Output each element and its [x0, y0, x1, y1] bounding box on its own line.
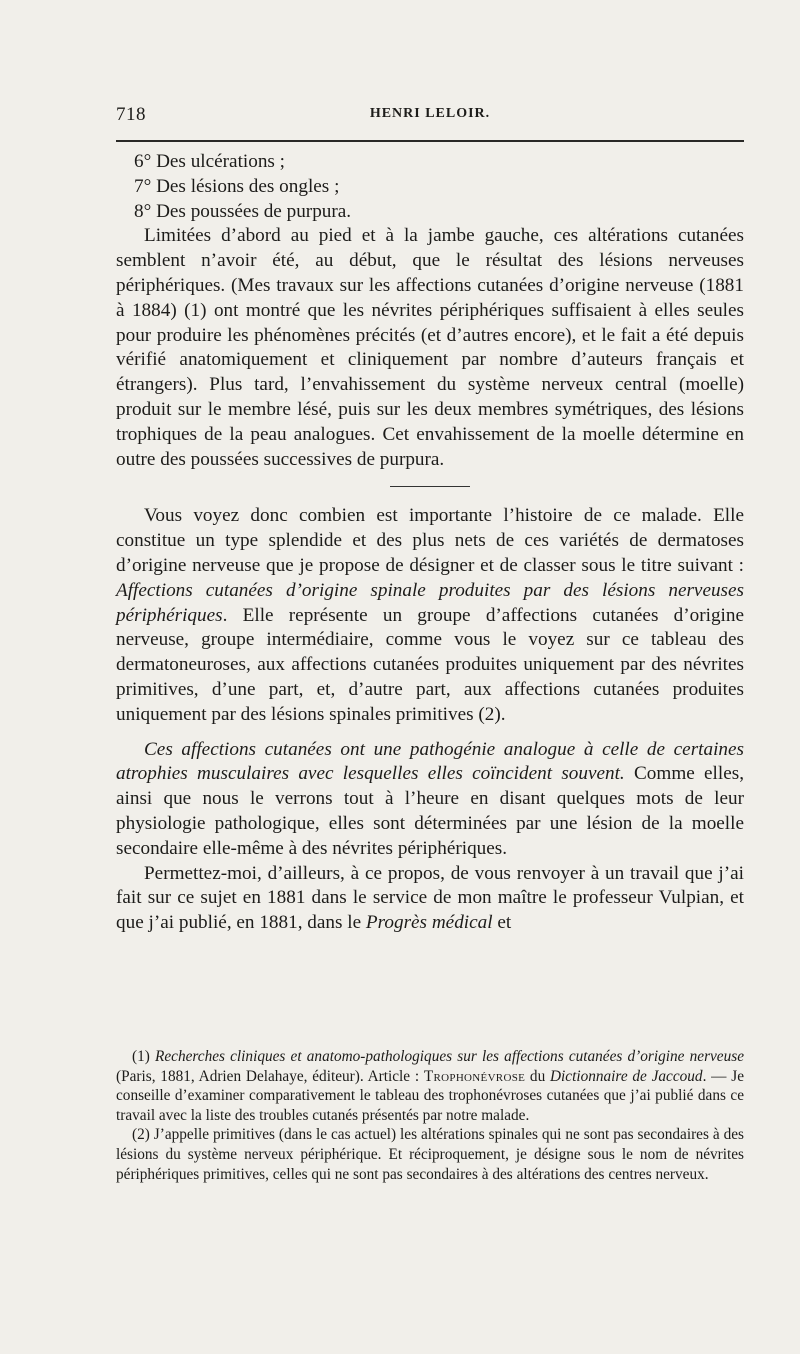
- paragraph-2-text-end: . Elle représente un groupe d’affections cutanées d’origine nerveuse, groupe intermédiaire, comme vous le voyez sur ce tableau des dermatoneuroses, aux affections cutanées produites uniquement par des névrites primitives, d’une part, et, d’autre part, aux affections cutanées produites uniquement par des lésions spinales primitives (2).: [116, 604, 744, 725]
- footnote-2: (2) J’appelle primitives (dans le cas actuel) les altérations spinales qui ne sont pas secondaires à des lésions du système nerveux périphérique. Et réciproquement, je désigne sous le nom de névrites périphériques primitives, celles qui ne sont pas secondaires à des altérations des centres nerveux.: [116, 1126, 744, 1183]
- paragraph-4-text: Permettez-moi, d’ailleurs, à ce propos, de vous renvoyer à un travail que j’ai fait sur ce sujet en 1881 dans le service de mon maître le professeur Vulpian, et que j’ai publié, en 1881, dans le: [116, 862, 744, 934]
- footnote-1-text-2: du: [525, 1067, 550, 1085]
- list-item: 7° Des lésions des ongles ;: [134, 175, 340, 197]
- paragraph-gap: [116, 728, 744, 738]
- running-head: HENRI LELOIR.: [369, 106, 491, 121]
- paragraph-3-text: Comme elles, ainsi que nous le verrons tout à l’heure en disant quelques mots de leur physiologie pathologique, elles sont déterminées par une lésion de la moelle secondaire elle-même à des névrites périphériques.: [116, 763, 744, 859]
- page-header: [116, 104, 744, 128]
- section-separator: [390, 486, 470, 487]
- paragraph-1: Limitées d’abord au pied et à la jambe gauche, ces altérations cutanées semblent n’avoir été, au début, que le résultat des lésions nerveuses périphériques. (Mes travaux sur les affections cutanées d’origine nerveuse (1881 à 1884) (1) ont montré que les névrites périphériques suffisaient à elles seules pour produire les phénomènes précités (et d’autres encore), et le fait a été depuis vérifié anatomiquement et cliniquement par nombre d’auteurs français et étrangers). Plus tard, l’envahissement du système nerveux central (moelle) produit sur le membre lésé, puis sur les deux membres symétriques, des lésions trophiques de la peau analogues. Cet envahissement de la moelle détermine en outre des poussées successives de purpura.: [116, 225, 744, 470]
- paragraph-2-italic: Affections cutanées d’origine spinale produites par des lésions nerveuses périphériques: [116, 579, 744, 626]
- footnote-1-dictionary: Dictionnaire de Jaccoud: [550, 1067, 703, 1085]
- footnote-1-text-3: . — Je conseille d’examiner comparativement le tableau des trophonévroses cutanées que j’ai publié dans ce travail avec la liste des troubles cutanés présentés par notre malade.: [116, 1067, 745, 1124]
- paragraph-4-italic: Progrès médical: [365, 912, 493, 934]
- header-rule: [116, 140, 744, 142]
- footnote-1: [116, 1047, 744, 1125]
- footnote-1-text: (Paris, 1881, Adrien Delahaye, éditeur). Article :: [116, 1067, 424, 1085]
- list-item: 6° Des ulcérations ;: [134, 151, 286, 172]
- paragraph-4-text-end: et: [492, 912, 512, 934]
- paragraph-3-italic: Ces affections cutanées ont une pathogénie analogue à celle de certaines atrophies musculaires avec lesquelles elles coïncident souvent.: [116, 738, 744, 785]
- paragraph-2-text: Vous voyez donc combien est importante l’histoire de ce malade. Elle constitue un type splendide et des plus nets de ces variétés de dermatoses d’origine nerveuse que je propose de désigner et de classer sous le titre suivant :: [116, 505, 744, 576]
- footnote-1-title: Recherches cliniques et anatomo-pathologiques sur les affections cutanées d’origine nerveuse: [155, 1048, 744, 1065]
- footnote-1-smallcaps: Trophonévrose: [423, 1067, 526, 1085]
- paragraph-2: [116, 504, 744, 727]
- paragraph-4: [116, 862, 744, 936]
- list-item: 8° Des poussées de purpura.: [134, 200, 352, 222]
- paragraph-3: [116, 738, 744, 862]
- page-number: 718: [116, 104, 146, 125]
- main-text: [116, 150, 744, 936]
- footnote-1-marker: (1): [132, 1048, 156, 1065]
- footnotes: [116, 1047, 744, 1184]
